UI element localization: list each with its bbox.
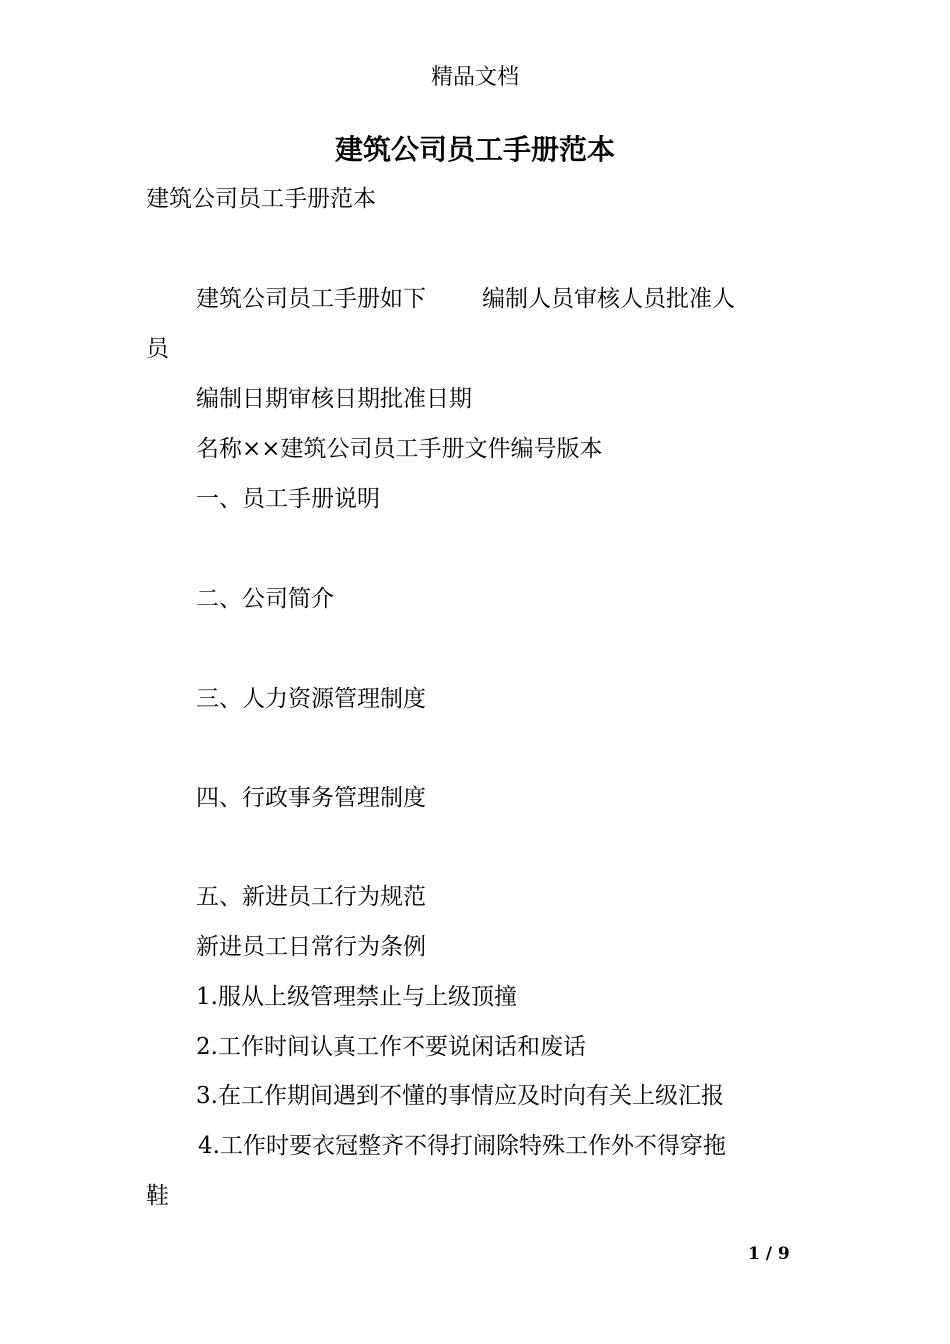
intro-text: 建筑公司员工手册如下 (196, 286, 426, 312)
rule-3: 3.在工作期间遇到不懂的事情应及时向有关上级汇报 (196, 1083, 724, 1109)
rule-4-continued: 鞋 (146, 1183, 169, 1209)
section-5-heading: 五、新进员工行为规范 (196, 884, 426, 910)
subtitle-line: 建筑公司员工手册范本 (146, 186, 376, 212)
section-3-heading: 三、人力资源管理制度 (196, 686, 426, 712)
section-5-subheading: 新进员工日常行为条例 (196, 934, 426, 960)
page-number: 1 / 9 (748, 1244, 790, 1264)
section-4-heading: 四、行政事务管理制度 (196, 785, 426, 811)
document-title: 建筑公司员工手册范本 (334, 133, 615, 166)
personnel-text: 编制人员审核人员批准人 (482, 286, 735, 312)
name-line: 名称××建筑公司员工手册文件编号版本 (196, 436, 603, 462)
section-2-heading: 二、公司简介 (196, 586, 334, 612)
intro-line (196, 284, 735, 314)
section-1-heading: 一、员工手册说明 (196, 486, 380, 512)
page-header: 精品文档 (430, 65, 519, 90)
rule-4: 4.工作时要衣冠整齐不得打闹除特殊工作外不得穿拖 (198, 1133, 726, 1159)
dates-line: 编制日期审核日期批准日期 (196, 386, 472, 412)
rule-2: 2.工作时间认真工作不要说闲话和废话 (196, 1034, 586, 1060)
personnel-continued: 员 (146, 336, 169, 362)
rule-1: 1.服从上级管理禁止与上级顶撞 (196, 984, 517, 1010)
